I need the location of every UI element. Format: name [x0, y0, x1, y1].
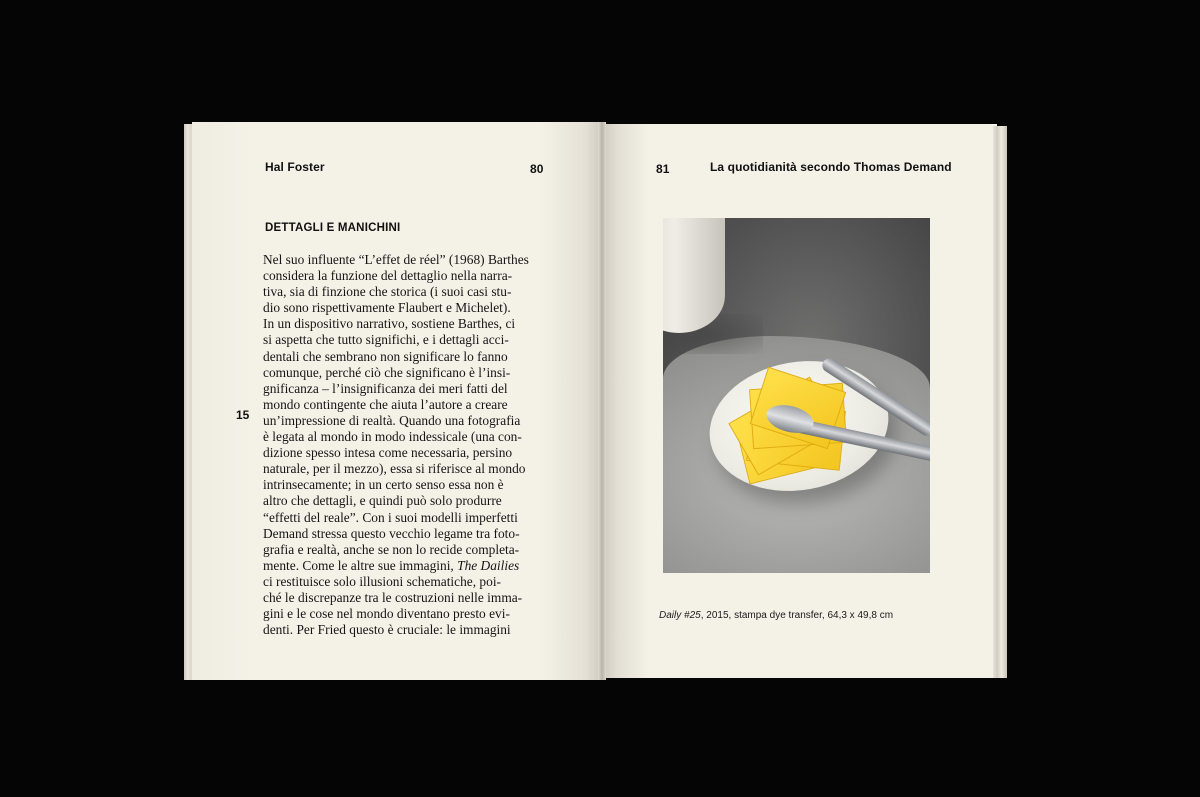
section-title: DETTAGLI E MANICHINI	[265, 222, 401, 234]
body-line: grafia e realtà, anche se non lo recide completa-	[263, 541, 520, 557]
body-line: dio sono rispettivamente Flaubert e Michelet).	[263, 300, 511, 316]
body-line: dentali che sembrano non significare lo fanno	[263, 348, 508, 364]
page-number-left: 80	[530, 162, 544, 176]
caption-title: Daily #25	[659, 610, 701, 621]
body-line: gnificanza – l’insignificanza dei meri fatti del	[263, 380, 508, 396]
body-line: Nel suo influente “L’effet de réel” (1968) Barthes	[263, 252, 529, 267]
body-line: intrinsecamente; in un certo senso essa non è	[263, 477, 504, 493]
body-line-text: mente. Come le altre sue immagini,	[263, 557, 458, 573]
artwork-photograph	[663, 218, 930, 573]
body-line: considera la funzione del dettaglio nella narra-	[263, 268, 513, 284]
body-line: è legata al mondo in modo indessicale (una con-	[263, 429, 522, 445]
running-header-title: La quotidianità secondo Thomas Demand	[710, 160, 952, 174]
running-header-author: Hal Foster	[265, 160, 325, 174]
body-line: ci restituisce solo illusioni schematiche, poi-	[263, 573, 502, 589]
body-line: dizione spesso intesa come necessaria, persino	[263, 445, 513, 461]
photo-cup	[663, 218, 725, 333]
body-line: “effetti del reale”. Con i suoi modelli imperfetti	[263, 509, 518, 525]
body-line: si aspetta che tutto significhi, e i dettagli acci-	[263, 332, 509, 348]
body-line: mondo contingente che aiuta l’autore a creare	[263, 396, 508, 412]
body-line: tiva, sia di finzione che storica (i suoi casi stu-	[263, 284, 512, 300]
body-line: altro che dettagli, e quindi può solo produrre	[263, 493, 502, 509]
body-line: Demand stressa questo vecchio legame tra foto-	[263, 525, 520, 541]
body-line: gini e le cose nel mondo diventano presto evi-	[263, 606, 510, 622]
body-line: comunque, perché ciò che significano è l’insi-	[263, 364, 511, 380]
caption-details: , 2015, stampa dye transfer, 64,3 x 49,8 cm	[700, 610, 894, 621]
page-stack-right	[993, 126, 1007, 678]
body-line: un’impressione di realtà. Quando una fotografia	[263, 412, 521, 428]
book-gutter	[598, 122, 606, 680]
body-line: naturale, per il mezzo), essa si riferisce al mondo	[263, 461, 526, 477]
figure-caption	[659, 610, 893, 621]
body-line: In un dispositivo narrativo, sostiene Barthes, ci	[263, 316, 516, 332]
artwork-title-italic: The Dailies	[457, 557, 520, 573]
margin-note-number: 15	[236, 408, 250, 422]
body-line: denti. Per Fried questo è cruciale: le immagini	[263, 622, 511, 638]
body-line: ché le discrepanze tra le costruzioni nelle imma-	[263, 589, 523, 605]
page-number-right: 81	[656, 162, 670, 176]
body-line	[263, 558, 563, 574]
body-text	[263, 252, 563, 638]
